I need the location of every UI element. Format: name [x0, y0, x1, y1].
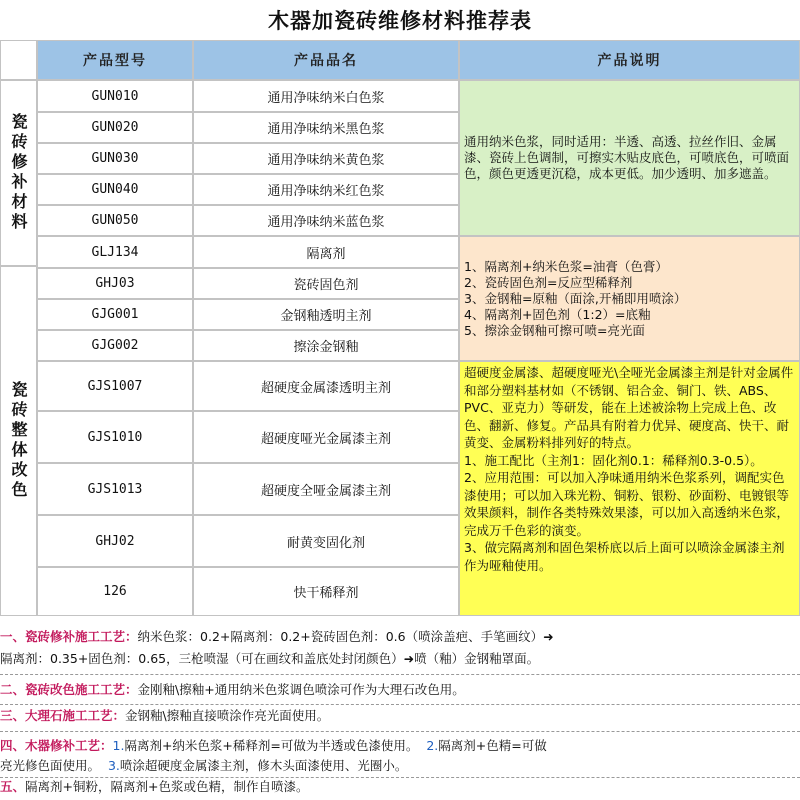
note-step-num: 2.: [426, 738, 439, 753]
note-heading: 五、: [0, 779, 26, 794]
row-name: 通用净味纳米白色浆: [193, 80, 459, 112]
divider: [0, 731, 800, 732]
note-text: 金钢釉\擦釉直接喷涂作亮光面使用。: [125, 708, 330, 723]
note-step-num: 3.: [107, 758, 120, 773]
header-blank: [0, 40, 37, 80]
desc-metal-para: 1、施工配比（主剂1：固化剂0.1：稀释剂0.3-0.5）。: [464, 452, 763, 468]
row-model: GJS1010: [37, 411, 193, 463]
header-name: 产品品名: [193, 40, 459, 80]
row-model: GUN050: [37, 205, 193, 236]
row-model: GUN030: [37, 143, 193, 174]
row-name: 隔离剂: [193, 236, 459, 268]
note-text: 隔离剂：0.35+固色剂：0.65，三枪喷湿（可在画纹和盖底处封闭颜色）➜喷（釉）金钢釉罩面。: [0, 651, 540, 666]
row-model: 126: [37, 567, 193, 616]
row-name: 瓷砖固色剂: [193, 268, 459, 299]
note-text: 纳米色浆：0.2+隔离剂：0.2+瓷砖固色剂：0.6（喷涂盖疤、手笔画纹）➜: [137, 629, 554, 644]
row-model: GJS1007: [37, 361, 193, 411]
row-name: 耐黄变固化剂: [193, 515, 459, 567]
note-heading: 一、瓷砖修补施工工艺：: [0, 629, 138, 644]
row-name: 擦涂金钢釉: [193, 330, 459, 361]
row-model: GJS1013: [37, 463, 193, 515]
page-title: 木器加瓷砖维修材料推荐表: [268, 9, 532, 33]
row-model: GLJ134: [37, 236, 193, 268]
desc-metal-para: 3、做完隔离剂和固色架桥底以后上面可以喷涂金属漆主剂作为哑釉使用。: [464, 540, 785, 573]
row-name: 超硬度金属漆透明主剂: [193, 361, 459, 411]
row-model: GJG002: [37, 330, 193, 361]
note-text: 隔离剂+铜粉，隔离剂+色浆或色精，制作自喷漆。: [25, 779, 309, 794]
desc-glaze-line: 4、隔离剂+固色剂（1:2）=底釉: [464, 306, 651, 322]
header-model: 产品型号: [37, 40, 193, 80]
note-step-num: 1.: [112, 738, 125, 753]
row-name: 通用净味纳米蓝色浆: [193, 205, 459, 236]
row-model: GUN020: [37, 112, 193, 143]
note-text: 亮光修色面使用。: [0, 758, 101, 773]
note-tile-repair-cont: [0, 648, 800, 670]
row-model: GJG001: [37, 299, 193, 330]
note-marble: [0, 705, 800, 727]
row-name: 通用净味纳米黄色浆: [193, 143, 459, 174]
note-text: 隔离剂+纳米色浆+稀释剂=可做为半透或色漆使用。: [124, 738, 419, 753]
desc-glaze-line: 1、隔离剂+纳米色浆=油膏（色膏）: [464, 258, 668, 274]
desc-metal-paint: [459, 361, 800, 616]
desc-glaze: [459, 236, 800, 361]
note-text: 喷涂超硬度金属漆主剂，修木头面漆使用、光圈小。: [119, 758, 408, 773]
row-name: 通用净味纳米红色浆: [193, 174, 459, 205]
section-recolor-label: 瓷砖整体改色: [0, 266, 37, 616]
note-tile-repair: [0, 626, 800, 648]
note-text: 金刚釉\擦釉+通用纳米色浆调色喷涂可作为大理石改色用。: [137, 682, 465, 697]
section-repair-label: 瓷砖修补材料: [0, 80, 37, 266]
row-model: GUN040: [37, 174, 193, 205]
header-desc: 产品说明: [459, 40, 800, 80]
note-heading: 二、瓷砖改色施工工艺：: [0, 682, 138, 697]
desc-metal-para: 2、应用范围：可以加入净味通用纳米色浆系列，调配实色漆使用；可以加入珠光粉、铜粉、银粉、砂面粉、电镀银等效果颜料，制作各类特殊效果漆，可以加入高透纳米色浆，完成万千色彩的演变。: [464, 470, 790, 538]
note-spray: [0, 776, 800, 798]
desc-colorant: [459, 80, 800, 236]
note-wood-repair-cont: [0, 755, 800, 777]
desc-colorant-text: 通用纳米色浆，同时适用：半透、高透、拉丝作旧、金属漆、瓷砖上色调制，可擦实木贴皮底色，可喷底色，可喷面色，颜色更透更沉稳，成本更低。加少透明、加多遮盖。: [464, 134, 790, 181]
divider: [0, 674, 800, 675]
note-heading: 三、大理石施工工艺：: [0, 708, 126, 723]
desc-glaze-line: 3、金钢釉=原釉（面涂,开桶即用喷涂）: [464, 290, 687, 306]
note-tile-recolor: [0, 679, 800, 701]
row-name: 金钢釉透明主剂: [193, 299, 459, 330]
row-name: 超硬度全哑金属漆主剂: [193, 463, 459, 515]
row-model: GUN010: [37, 80, 193, 112]
note-heading: 四、木器修补工艺：: [0, 738, 113, 753]
row-name: 通用净味纳米黑色浆: [193, 112, 459, 143]
note-text: 隔离剂+色精=可做: [438, 738, 547, 753]
row-model: GHJ03: [37, 268, 193, 299]
row-name: 快干稀释剂: [193, 567, 459, 616]
desc-metal-para: 超硬度金属漆、超硬度哑光\全哑光金属漆主剂是针对金属件和部分塑料基材如（不锈钢、铝合金、铜门、铁、ABS、PVC、亚克力）等研发，能在上述被涂物上完成上色、改色、翻新、修复。产品具有附着力优异、硬度高、快干、耐黄变、金属粉料排列好的特点。: [464, 365, 794, 450]
row-model: GHJ02: [37, 515, 193, 567]
desc-glaze-line: 5、擦涂金钢釉可擦可喷=亮光面: [464, 322, 645, 338]
desc-glaze-line: 2、瓷砖固色剂=反应型稀释剂: [464, 274, 633, 290]
row-name: 超硬度哑光金属漆主剂: [193, 411, 459, 463]
note-wood-repair: [0, 735, 800, 757]
